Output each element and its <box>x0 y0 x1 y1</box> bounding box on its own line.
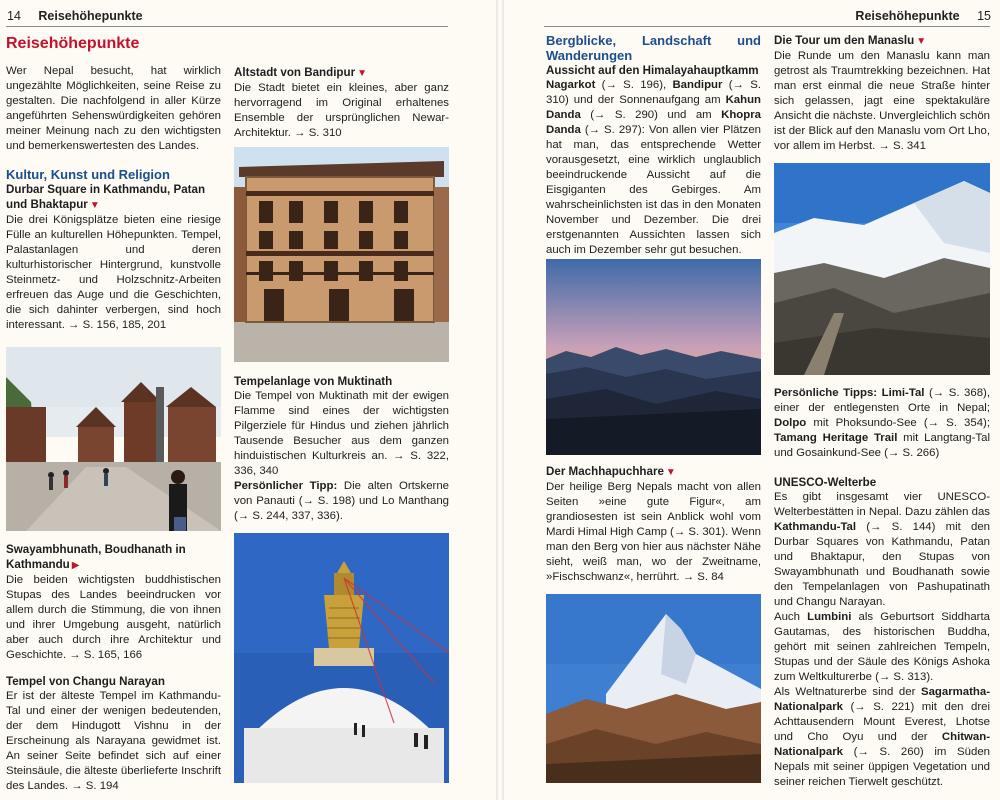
muktinath-heading: Tempelanlage von Muktinath <box>234 375 393 388</box>
durbar-text: Die drei Königsplätze bieten eine riesige Fülle an kulturellen Höhepunkten. Tempel, Palastanlagen und deren kulturhistorischer Hintergrund, kunstvolle Steinmetz- und Holzschnitz-Arbeiten erfreuen das Auge und die Geschichten, die sich dahinter verbergen, sind hoch interessant. → S. 156, 185, 201 <box>6 214 221 331</box>
boudhanath-stupa-photo <box>234 533 449 783</box>
left-page <box>0 0 496 800</box>
red-down-arrow-icon: ▼ <box>357 68 367 79</box>
left-column-1b <box>6 542 221 794</box>
changu-text: Er ist der älteste Tempel im Kathmandu-Tal und einer der wenigen bedeutenden, der dem Hindugott Vishnu in der Erscheinung als Narayana gewidmet ist. An seiner Seite befindet sich auf einer Steinsäule, die älteste überlieferte Inschrift des Landes. → S. 194 <box>6 690 221 792</box>
durbar-heading: Durbar Square in Kathmandu, Patan und Bhaktapur ▼ <box>6 183 206 211</box>
durbar-square-photo <box>6 347 221 531</box>
tip-label: Persönlicher Tipp: <box>234 480 338 492</box>
manaslu-text: Die Runde um den Manaslu kann man getrost als Traumtrekking bezeichnen. Hat man erst einmal die neue Straße hinter sich gelassen, jagt eine spektakuläre Ansicht die nächste. Unvergleichlich schön ist der Blick auf den Manaslu vom Ort Lho, vor allem im Herbst. → S. 341 <box>774 50 990 152</box>
bandipur-building-photo <box>234 147 449 362</box>
right-column-1b <box>546 464 761 585</box>
himalaya-heading: Aussicht auf den Himalayahauptkamm <box>546 64 759 77</box>
personal-tip <box>234 479 449 524</box>
machhapuchhare-photo <box>546 594 761 783</box>
manaslu-photo <box>774 163 990 375</box>
right-header-rule <box>544 26 990 27</box>
page-title: Reisehöhepunkte <box>6 35 140 52</box>
section-mountain: Bergblicke, Landschaft und Wanderungen <box>546 33 761 63</box>
changu-heading: Tempel von Changu Narayan <box>6 675 165 688</box>
red-right-arrow-icon: ▶ <box>71 560 80 571</box>
unesco-p1: Es gibt insgesamt vier UNESCO-Welterbestätten in Nepal. Dazu zählen das Kathmandu-Tal (→ S. 144) mit den Durbar Squares von Kathmandu, Patan und Bhaktapur, den Stupas von Swayambhunath und Boudhanath sowie den Tempelanlagen von Pashupatinath und Changu Narayan. <box>774 491 990 608</box>
swayambhu-heading: Swayambhunath, Boudhanath in Kathmandu ▶ <box>6 543 186 571</box>
book-gutter <box>496 0 504 800</box>
right-column-2b <box>774 386 990 790</box>
left-header-title: Reisehöhepunkte <box>38 9 143 23</box>
left-page-number: 14 <box>7 9 21 23</box>
bandipur-text: Die Stadt bietet ein kleines, aber ganz hervorragend im Original erhaltenes Ensemble der ursprünglichen Newar-Architektur. → S. 310 <box>234 82 449 139</box>
left-column-2 <box>234 65 449 141</box>
unesco-heading: UNESCO-Welterbe <box>774 476 877 489</box>
right-running-head <box>855 9 991 23</box>
machha-heading: Der Machhapuchhare ▼ <box>546 465 676 478</box>
red-down-arrow-icon: ▼ <box>916 36 927 47</box>
right-header-title: Reisehöhepunkte <box>855 9 960 23</box>
unesco-p3: Als Weltnaturerbe sind der Sagarmatha-Nationalpark (→ S. 221) mit den drei Achttausendern Mount Everest, Lhotse und Cho Oyu und der Chitwan-Nationalpark (→ S. 260) im Süden Nepals mit seiner üppigen Vegetation und seiner reichen Tierwelt geschützt. <box>774 686 990 788</box>
red-down-arrow-icon: ▼ <box>89 200 100 211</box>
left-header-rule <box>6 26 448 27</box>
left-running-head <box>7 9 143 23</box>
manaslu-heading: Die Tour um den Manaslu ▼ <box>774 34 927 47</box>
left-column-1 <box>6 34 221 333</box>
intro-text: Wer Nepal besucht, hat wirklich ungezählte Möglichkeiten, seine Reise zu gestalten. Die nachfolgend in aller Kürze angeführten Sehenswürdigkeiten gehören meiner Meinung nach zu den wichtigsten und bemerkenswertesten des Landes. <box>6 65 221 152</box>
left-column-2b <box>234 374 449 524</box>
right-page-number: 15 <box>977 9 991 23</box>
red-down-arrow-icon: ▼ <box>665 467 676 478</box>
tip-text: Die alten Ortskerne von Panauti (→ S. 198) und Lo Manthang (→ S. 244, 337, 336). <box>234 480 449 522</box>
muktinath-text: Die Tempel von Muktinath mit der ewigen Flamme sind eines der wichtigsten Pilgerziele für Hindus und ziehen jährlich Tausende Besucher aus dem ganzen hinduistischen Kulturkreis an. → S. 322, 336, 340 <box>234 390 449 477</box>
right-column-1 <box>546 33 761 258</box>
himalaya-sunset-photo <box>546 259 761 455</box>
right-column-2 <box>774 33 990 154</box>
personal-tips: Persönliche Tipps: Limi-Tal (→ S. 368), einer der entlegensten Orte in Nepal; Dolpo mit Phoksundo-See (→ S. 354); Tamang Heritage Trail mit Langtang-Tal und Gosainkund-See (→ S. 266) <box>774 387 990 459</box>
swayambhu-text: Die beiden wichtigsten buddhistischen Stupas des Landes beeindrucken vor allem durch die Stimmung, die von ihnen und ihrer Umgebung ausgeht, natürlich aber auch durch ihre Architektur und Geschichte. → S. 165, 166 <box>6 574 221 661</box>
right-page <box>504 0 1000 800</box>
himalaya-text: Nagarkot (→ S. 196), Bandipur (→ S. 310) und der Sonnenaufgang am Kahun Danda (→ S. 290) und am Khopra Danda (→ S. 297): Von allen vier Plätzen hat man, das entsprechende Wetter vorausgesetzt, eine wirklich unglaublich beeindruckende Aussicht auf die Eisgiganten des Gebirges. Am wahrscheinlichsten ist das in den Monaten November und Dezember. Die drei erstgenannten Aussichten lassen sich auch im Dezember sehr gut besuchen. <box>546 79 761 256</box>
bandipur-heading: Altstadt von Bandipur ▼ <box>234 66 367 79</box>
unesco-p2: Auch Lumbini als Geburtsort Siddharta Gautamas, des historischen Buddha, gehört mit seinen zahlreichen Tempeln, Stupas und der Säule des Königs Ashoka zum Weltkulturerbe (→ S. 313). <box>774 611 990 683</box>
machha-text: Der heilige Berg Nepals macht von allen Seiten »eine gute Figur«, am grandiosesten ist sein Anblick wohl vom Mardi Himal High Camp (→ S. 301). Wenn man den Berg von hier aus nächster Nähe sieht, weiß man, wo der Zweitname, »Fischschwanz«, herrührt. → S. 84 <box>546 481 762 583</box>
section-culture: Kultur, Kunst und Religion <box>6 167 170 182</box>
